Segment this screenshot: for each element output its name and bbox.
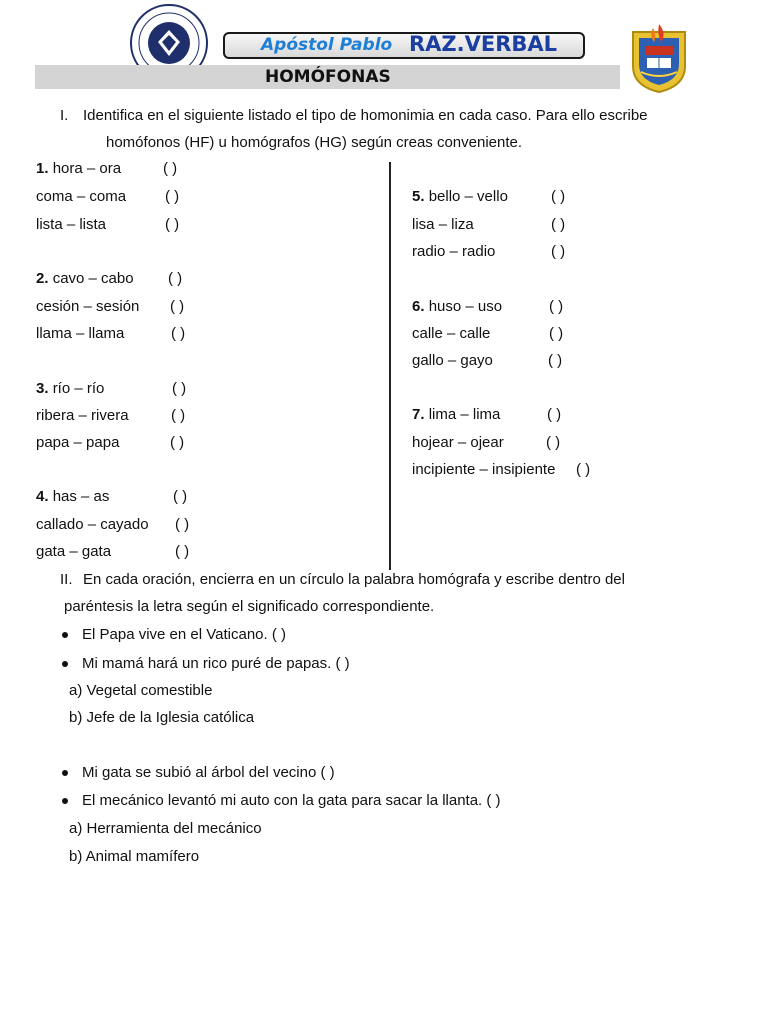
section1-marker: I. — [60, 107, 69, 124]
school-logo-right — [627, 22, 691, 94]
group-number: 1. — [36, 160, 49, 177]
answer-blank[interactable]: ( ) — [170, 298, 185, 315]
word-pair: has – as — [52, 488, 110, 505]
answer-blank[interactable]: ( ) — [168, 270, 183, 287]
subject-title: RAZ.VERBAL — [409, 32, 558, 56]
meaning-option: b) Jefe de la Iglesia católica — [69, 709, 255, 726]
answer-blank[interactable]: ( ) — [548, 352, 563, 369]
topic-band — [35, 65, 620, 89]
group-number: 2. — [36, 270, 49, 287]
word-pair: papa – papa — [36, 434, 120, 451]
group-number: 7. — [412, 406, 425, 423]
word-pair: lista – lista — [36, 216, 107, 233]
section2-marker: II. — [60, 571, 73, 588]
word-pair: gata – gata — [36, 543, 112, 560]
bullet-icon — [62, 661, 68, 667]
word-pair: lisa – liza — [412, 216, 474, 233]
sentence[interactable]: El Papa vive en el Vaticano. ( ) — [82, 626, 286, 643]
title-banner — [223, 32, 585, 59]
column-divider — [389, 162, 391, 570]
section2-instruction-line1: En cada oración, encierra en un círculo la palabra homógrafa y escribe dentro del — [83, 571, 625, 588]
answer-blank[interactable]: ( ) — [551, 243, 566, 260]
answer-blank[interactable]: ( ) — [549, 325, 564, 342]
topic-title: HOMÓFONAS — [265, 67, 391, 87]
section2-instruction-line2: paréntesis la letra según el significado correspondiente. — [64, 598, 435, 615]
answer-blank[interactable]: ( ) — [551, 216, 566, 233]
word-pair: llama – llama — [36, 325, 125, 342]
word-pair: coma – coma — [36, 188, 127, 205]
answer-blank[interactable]: ( ) — [171, 325, 186, 342]
answer-blank[interactable]: ( ) — [175, 516, 190, 533]
word-pair: río – río — [52, 380, 105, 397]
sentence[interactable]: El mecánico levantó mi auto con la gata para sacar la llanta. ( ) — [82, 792, 501, 809]
word-pair: hojear – ojear — [412, 434, 504, 451]
bullet-icon — [62, 798, 68, 804]
group-number: 6. — [412, 298, 425, 315]
answer-blank[interactable]: ( ) — [165, 216, 180, 233]
word-pair: incipiente – insipiente — [412, 461, 556, 478]
sentence[interactable]: Mi gata se subió al árbol del vecino ( ) — [82, 764, 335, 781]
section1-instruction-line1: Identifica en el siguiente listado el tipo de homonimia en cada caso. Para ello escribe — [83, 107, 648, 124]
answer-blank[interactable]: ( ) — [549, 298, 564, 315]
word-pair: huso – uso — [428, 298, 503, 315]
meaning-option: a) Herramienta del mecánico — [69, 820, 262, 837]
group-number: 5. — [412, 188, 425, 205]
bullet-icon — [62, 632, 68, 638]
group-number: 4. — [36, 488, 49, 505]
answer-blank[interactable]: ( ) — [175, 543, 190, 560]
section1-instruction-line2: homófonos (HF) u homógrafos (HG) según creas conveniente. — [106, 134, 523, 151]
answer-blank[interactable]: ( ) — [170, 434, 185, 451]
school-crest-icon — [627, 22, 691, 94]
meaning-option: a) Vegetal comestible — [69, 682, 213, 699]
word-pair: ribera – rivera — [36, 407, 129, 424]
word-pair: cavo – cabo — [52, 270, 134, 287]
answer-blank[interactable]: ( ) — [172, 380, 187, 397]
answer-blank[interactable]: ( ) — [171, 407, 186, 424]
logo-center-emblem — [148, 22, 190, 64]
bullet-icon — [62, 770, 68, 776]
word-pair: bello – vello — [428, 188, 508, 205]
word-pair: hora – ora — [52, 160, 122, 177]
word-pair: callado – cayado — [36, 516, 149, 533]
answer-blank[interactable]: ( ) — [576, 461, 591, 478]
meaning-option: b) Animal mamífero — [69, 848, 200, 865]
word-pair: cesión – sesión — [36, 298, 140, 315]
group-number: 3. — [36, 380, 49, 397]
word-pair: radio – radio — [412, 243, 496, 260]
answer-blank[interactable]: ( ) — [173, 488, 188, 505]
answer-blank[interactable]: ( ) — [165, 188, 180, 205]
answer-blank[interactable]: ( ) — [163, 160, 178, 177]
answer-blank[interactable]: ( ) — [551, 188, 566, 205]
school-name: Apóstol Pablo — [261, 35, 393, 55]
answer-blank[interactable]: ( ) — [546, 434, 561, 451]
word-pair: lima – lima — [428, 406, 501, 423]
word-pair: calle – calle — [412, 325, 491, 342]
answer-blank[interactable]: ( ) — [547, 406, 562, 423]
word-pair: gallo – gayo — [412, 352, 493, 369]
sentence[interactable]: Mi mamá hará un rico puré de papas. ( ) — [82, 655, 350, 672]
